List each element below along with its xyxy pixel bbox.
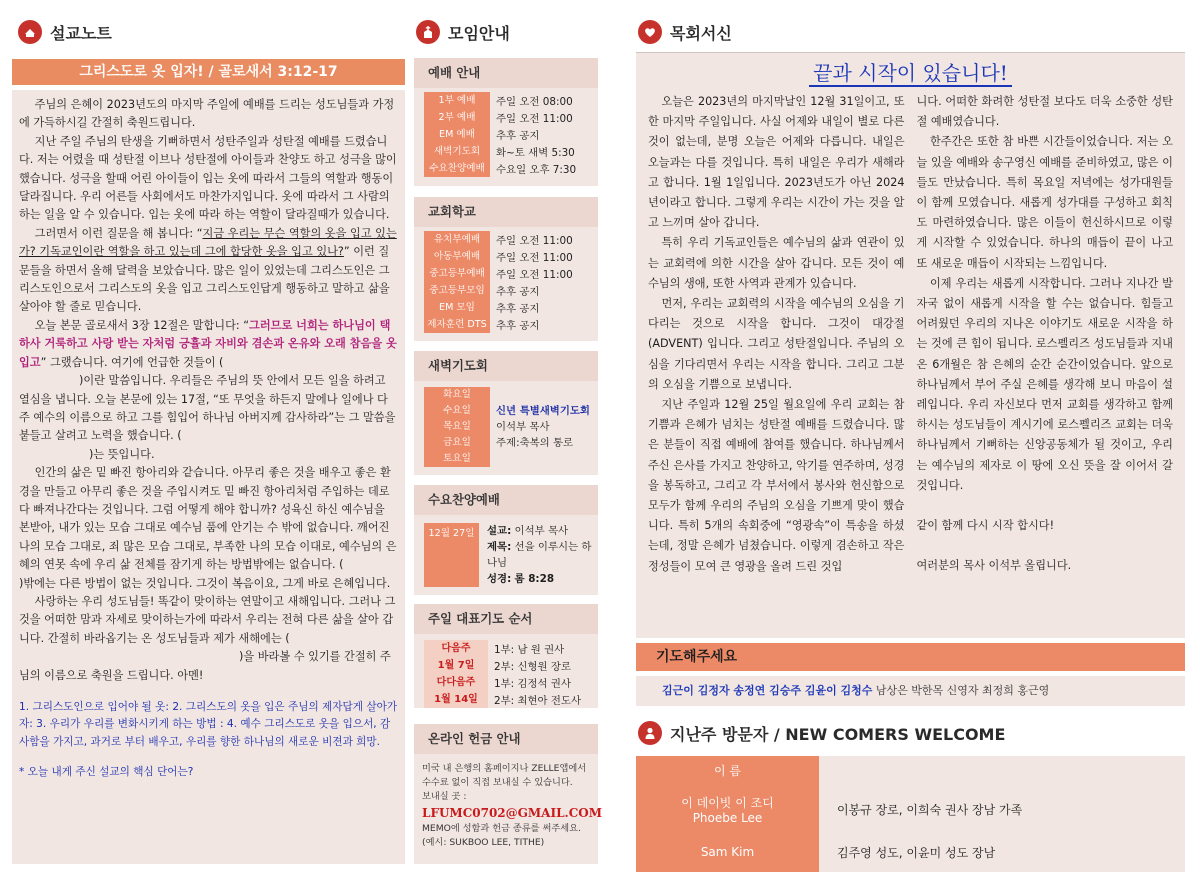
pastor-paragraph: 한주간은 또한 참 바쁜 시간들이었습니다. 저는 오늘 있을 예배와 송구영신 예배를 준비하였고, 많은 이들도 만났습니다. 특히 목요일 저녁에는 성가대원들이 함께 모였습니다. 새롭게 성가대를 구성하고 회칙도 마련하였습니다. 많은 이들이 헌신하시므로 이렇게 시작할 수 있었습니다. 하나의 매듭이 끝이 나고 또 새로운 매듭이 시작되는 느낌입니다. bbox=[916, 135, 1173, 270]
worship-schedule bbox=[414, 88, 598, 183]
worship-label: 수요찬양예배 bbox=[424, 160, 490, 177]
pastor-paragraph: 같이 함께 다시 시작 합시다! bbox=[916, 519, 1055, 533]
visitor-row bbox=[636, 786, 1185, 832]
sunday-prayer-row bbox=[424, 657, 594, 674]
school-schedule bbox=[414, 227, 598, 339]
worship-label: 2부 예배 bbox=[424, 109, 490, 126]
sermon-paragraph: 오늘 본문 골로새서 3장 12절은 말합니다: “그러므로 너희는 하나님이 택하사 거룩하고 사랑 받는 자처럼 긍휼과 자비와 겸손과 온유와 오래 참음을 옷 입고” 그랬습니다. 여기에 언급한 것들이 ( )이란 말씀입니다. 우리들은 주님의 뜻 안에서 모든 일을 하려고 열심을 냅니다. 오늘 본문에 있는 17절, “또 무엇을 하든지 말에나 일에나 다 주 예수의 이름으로 하고 그를 힘입어 하나님 아버지께 감사하라”는 그 말씀을 붙들고 살려고 노력을 했습니다. ( )는 뜻입니다. bbox=[19, 318, 397, 461]
school-time: 추후 공지 bbox=[496, 303, 540, 315]
visitor-name-korean: Sam Kim bbox=[700, 845, 755, 859]
pastor-section-header bbox=[638, 20, 732, 44]
wednesday-title: 수요찬양예배 bbox=[414, 485, 598, 515]
worship-row bbox=[424, 126, 594, 143]
pastor-paragraph: 여러분의 목사 이석부 올립니다. bbox=[916, 559, 1072, 573]
pastor-paragraph: 먼저, 우리는 교회력의 시작을 예수님의 오심을 기다리는 것으로 시작을 합니다. 그것이 대강절 (ADVENT) 입니다. 그리고 성탄절입니다. 주님의 오심을 기다리면서 우리는 시작을 합니다. 그리고 그분의 오심을 기쁨으로 보냅니다. bbox=[648, 297, 905, 391]
pastor-letter-column-left bbox=[648, 92, 905, 577]
sermon-panel bbox=[12, 90, 405, 864]
school-label: 중고등부모임 bbox=[424, 282, 490, 299]
school-row bbox=[424, 282, 594, 299]
online-offering-example: (예시: SUKBOO LEE, TITHE) bbox=[422, 837, 545, 848]
worship-label: EM 예배 bbox=[424, 126, 490, 143]
school-label: EM 모임 bbox=[424, 299, 490, 316]
sermon-section-title: 설교노트 bbox=[50, 23, 112, 43]
visitors-table bbox=[636, 756, 1185, 872]
school-row bbox=[424, 231, 594, 248]
pastor-letter-column-right bbox=[917, 92, 1174, 577]
school-row bbox=[424, 299, 594, 316]
sermon-title: 그리스도로 옷 입자! / 골로새서 3:12-17 bbox=[12, 59, 405, 85]
wednesday-date: 12월 27일 bbox=[424, 523, 479, 587]
school-row bbox=[424, 316, 594, 333]
dawn-leader: 이석부 목사 bbox=[496, 421, 550, 433]
wednesday-preacher: 이석부 목사 bbox=[514, 525, 569, 537]
school-label: 유치부예배 bbox=[424, 231, 490, 248]
online-offering-text: 미국 내 은행의 홈페이지나 ZELLE앱에서 수수료 없이 직접 보내실 수 있습니다. bbox=[422, 763, 587, 788]
online-offering-title: 온라인 헌금 안내 bbox=[414, 724, 598, 754]
sunday-prayer-person: 2부: 최현아 전도사 bbox=[494, 695, 581, 707]
sunday-prayer-row bbox=[424, 674, 594, 691]
sermon-paragraph: 주님의 은혜이 2023년도의 마지막 주일에 예배를 드리는 성도님들과 가정에 가득하시길 간절히 축원드립니다. bbox=[19, 98, 395, 130]
school-label: 중고등부예배 bbox=[424, 265, 490, 282]
pastor-paragraph: 이제 우리는 새롭게 시작합니다. 그러나 지나간 발자국 없이 새롭게 시작을 할 수는 없습니다. 힘들고 어려웠던 우리의 지나온 이야기도 새로운 시작을 하는 것에 큰 힘이 됩니다. 로스펠리즈 성도님들과 지내온 6개월은 참 은혜의 순간 순간이었습니다. 앞으로 하나님께서 부어 주실 은혜를 생각해 보니 마음이 설레입니다. 우리 자신보다 먼저 교회를 생각하고 함께 하시는 성도님들이 계시기에 로스펠리즈 교회는 더욱 하나님께서 기뻐하는 신앙공동체가 될 것이고, 우리는 예수님의 제자로 이 땅에 오신 뜻을 잘 이어서 갈 것입니다. bbox=[916, 276, 1173, 492]
sunday-prayer-title: 주일 대표기도 순서 bbox=[414, 604, 598, 634]
dawn-theme: 주제:축복의 통로 bbox=[496, 437, 574, 449]
pastor-paragraph: 특히 우리 기독교인들은 예수님의 삶과 연관이 있는 교회력에 의한 시간을 살아 갑니다. 모든 것이 예수님의 생애, 또한 사역과 관계가 있습니다. bbox=[648, 236, 905, 290]
worship-time: 화~토 새벽 5:30 bbox=[496, 147, 575, 159]
dawn-day: 목요일 bbox=[443, 421, 471, 432]
sunday-prayer-list bbox=[414, 634, 598, 714]
school-box bbox=[414, 197, 598, 341]
prayer-names-group-1: 김근이 김정자 송정연 김승주 김윤이 김청수 bbox=[662, 684, 873, 697]
dawn-prayer-title: 새벽기도회 bbox=[414, 351, 598, 381]
online-offering-box bbox=[414, 724, 603, 864]
dawn-event: 신년 특별새벽기도회 bbox=[496, 405, 590, 417]
person-icon bbox=[638, 721, 662, 745]
visitors-header-name: 이 름 bbox=[636, 756, 819, 786]
visitor-name-english: Phoebe Lee bbox=[692, 810, 763, 825]
worship-time: 주일 오전 11:00 bbox=[496, 113, 573, 125]
pastor-paragraph: 오늘은 2023년의 마지막날인 12월 31일이고, 또한 마지막 주일입니다. 사실 어제와 내일이 별로 다른 것이 없는데, 분명 오늘은 어제와 다릅니다. 내일은 오늘과는 다를 것입니다. 특히 내일은 우리가 새해라고 합니다. 1월 1일입니다. 2023년도가 아닌 2024년이라고 합니다. 그렇게 우리는 시간이 가는 것을 알고 느끼며 살아 갑니다. bbox=[648, 95, 905, 230]
sunday-prayer-date: 다다음주 bbox=[424, 674, 488, 691]
pastor-section-title: 목회서신 bbox=[670, 23, 732, 43]
school-time: 주일 오전 11:00 bbox=[496, 252, 573, 264]
dawn-day: 수요일 bbox=[443, 405, 471, 416]
visitor-row bbox=[636, 832, 1185, 872]
school-time: 추후 공지 bbox=[496, 286, 540, 298]
wednesday-worship-box: 수요찬양예배 12월 27일 설교: 이석부 목사 제목: 선을 이루시는 하나님 성경: 롬 8:28 bbox=[414, 485, 598, 595]
visitor-name bbox=[636, 832, 819, 872]
prayer-request-names bbox=[636, 676, 1185, 706]
gathering-section-header bbox=[416, 20, 510, 44]
online-offering-label: 보내실 곳 : bbox=[422, 791, 467, 802]
worship-label: 1부 예배 bbox=[424, 92, 490, 109]
school-label: 제자훈련 DTS bbox=[424, 316, 490, 333]
sermon-key-points: 1. 그리스도인으로 입어야 될 옷: 2. 그리스도의 옷을 입은 주님의 제자답게 살아가자: 3. 우리가 우리를 변화시키게 하는 방법 : 4. 예수 그리스도로 옷을 입으서, 감사함을 가지고, 과거로 부터 배우고, 우리를 향한 하나님의 새로운 비젼과 희망. bbox=[19, 701, 398, 748]
school-time: 추후 공지 bbox=[496, 320, 540, 332]
dawn-day: 금요일 bbox=[443, 437, 471, 448]
dawn-prayer-box bbox=[414, 351, 598, 475]
sunday-prayer-person: 1부: 남 원 권사 bbox=[494, 644, 565, 656]
sunday-prayer-date: 1월 14일 bbox=[424, 691, 488, 708]
prayer-request-title: 기도해주세요 bbox=[636, 643, 1185, 671]
pastor-letter-title: 끝과 시작이 있습니다! bbox=[636, 53, 1185, 86]
sunday-prayer-date: 1월 7일 bbox=[424, 657, 488, 674]
worship-row bbox=[424, 160, 594, 177]
worship-box bbox=[414, 58, 598, 186]
school-time: 주일 오전 11:00 bbox=[496, 269, 573, 281]
dawn-day: 토요일 bbox=[443, 453, 471, 464]
visitor-note: 이봉규 장로, 이희숙 권사 장남 가족 bbox=[819, 786, 1185, 832]
worship-label: 새벽기도회 bbox=[424, 143, 490, 160]
school-row bbox=[424, 248, 594, 265]
visitor-name bbox=[636, 786, 819, 832]
visitors-section-title: 지난주 방문자 / NEW COMERS WELCOME bbox=[670, 724, 1006, 744]
wednesday-topic: 선을 이루시는 하나님 bbox=[487, 541, 592, 569]
worship-title: 예배 안내 bbox=[414, 58, 598, 88]
dawn-days bbox=[424, 387, 490, 467]
sermon-paragraph: 지난 주일 주님의 탄생을 기뻐하면서 성탄주일과 성탄절 예배를 드렸습니다. 저는 어렸을 때 성탄절 이브나 성탄절에 아이들과 찬양도 하고 성극을 많이 했습니다. 성극을 할때 어린 아이들이 입는 옷에 따라서 그들의 역할과 행동이 달라집니다. 우리 어른들 사회에서도 마찬가지입니다. 옷에 따라서 그 사람의 하는 일을 알 수 있습니다. 입는 옷에 따라 하는 역할이 달라질때가 있습니다. bbox=[19, 134, 397, 222]
church-logo-icon bbox=[18, 20, 42, 44]
worship-row bbox=[424, 143, 594, 160]
gathering-section-title: 모임안내 bbox=[448, 23, 510, 43]
school-time: 주일 오전 11:00 bbox=[496, 235, 573, 247]
school-label: 아동부예배 bbox=[424, 248, 490, 265]
sermon-paragraph: 사랑하는 우리 성도님들! 똑같이 맞이하는 연말이고 새해입니다. 그러나 그것을 어떠한 맘과 자세로 맞이하는가에 따라서 우리는 전혀 다른 삶을 살아 갑니다. 간절히 바라옵기는 온 성도님들과 제가 새해에는 ()을 바라볼 수 있기를 간절히 주님의 이름으로 축원을 드립니다. 아멘! bbox=[19, 594, 396, 682]
visitor-name-korean: 이 데이빗 이 조디 bbox=[681, 795, 774, 810]
online-offering-memo: MEMO에 성함과 헌금 종류를 써주세요. bbox=[422, 823, 581, 834]
sunday-prayer-date: 다음주 bbox=[424, 640, 488, 657]
sermon-paragraph: 그러면서 이런 질문을 해 봅니다: “지금 우리는 무슨 역할의 옷을 입고 있는가? 기독교인이란 역할을 하고 있는데 그에 합당한 옷을 입고 있나?” 이런 질문들을 하면서 올해 달력을 보았습니다. 많은 일이 있었는데 그리스도인은 그리스도인으로서 그리스도의 옷을 입고 그리스도인답게 행동하고 말하고 삶을 살아야 할 줄로 믿습니다. bbox=[19, 226, 397, 314]
sunday-prayer-person: 2부: 신형원 장로 bbox=[494, 661, 571, 673]
worship-time: 추후 공지 bbox=[496, 130, 540, 142]
sunday-prayer-row bbox=[424, 691, 594, 708]
sermon-section-header bbox=[18, 20, 112, 44]
church-building-icon bbox=[416, 20, 440, 44]
pastor-paragraph: 니다. 어떠한 화려한 성탄절 보다도 더욱 소중한 성탄절 예배였습니다. bbox=[916, 95, 1173, 129]
school-row bbox=[424, 265, 594, 282]
dawn-day: 화요일 bbox=[443, 389, 471, 400]
worship-row bbox=[424, 109, 594, 126]
pastor-letter bbox=[636, 52, 1185, 638]
pastor-paragraph: 지난 주일과 12월 25일 월요일에 우리 교회는 참 기쁨과 은혜가 넘치는 성탄절 예배를 드렸습니다. 많은 분들이 직접 예배에 참여를 했습니다. 하나님께서 주신 은사를 가지고 찬양하고, 악기를 연주하며, 성경을 봉독하고, 그리고 각 부서에서 봉사와 헌신함으로 모두가 함께 우리의 주님의 오심을 기쁘게 맞이 했습니다. 특히 5개의 속회중에 “영광속”이 특송을 하셨는데, 정말 은혜가 넘쳤습니다. 이렇게 겸손하고 작은 정성들이 모여 큰 영광을 올려 드린 것입 bbox=[648, 398, 905, 573]
online-offering-email[interactable]: LFUMC0702@GMAIL.COM bbox=[422, 806, 603, 820]
worship-time: 주일 오전 08:00 bbox=[496, 96, 573, 108]
wednesday-scripture: 롬 8:28 bbox=[514, 573, 555, 585]
worship-row bbox=[424, 92, 594, 109]
sermon-paragraph: 인간의 삶은 밑 빠진 항아리와 같습니다. 아무리 좋은 것을 배우고 좋은 환경을 만들고 아무리 좋은 것을 주입시켜도 밑 빠진 항아리처럼 주입하는 데로 다 빠져나간다는 것입니다. 그럼 어떻게 해야 합니까? 성육신 하신 예수님을 본받아, 내가 있는 모습 그대로 예수님 품에 안기는 수 밖에 없습니다. 깨어진 나의 모습 그대로, 죄 많은 모습 그대로, 부족한 나의 모습 이대로, 예수님의 은혜의 연못 속에 우리 삶 전체를 잠기게 하는 방법밖에는 없습니다. ( )밖에는 다른 방법이 없는 것입니다. 그것이 복음이요, 그게 바로 은혜입니다. bbox=[19, 466, 397, 590]
sunday-prayer-box bbox=[414, 604, 598, 708]
school-title: 교회학교 bbox=[414, 197, 598, 227]
visitors-header-row bbox=[636, 756, 1185, 786]
visitors-section-header bbox=[638, 721, 1005, 745]
sunday-prayer-row bbox=[424, 640, 594, 657]
visitor-note: 김주영 성도, 이윤미 성도 장남 bbox=[819, 832, 1185, 872]
sermon-question: * 오늘 내게 주신 설교의 핵심 단어는? bbox=[19, 766, 194, 779]
sunday-prayer-person: 1부: 김정석 권사 bbox=[494, 678, 571, 690]
heart-icon bbox=[638, 20, 662, 44]
prayer-names-group-2: 남상은 박한목 신영자 최정희 홍근영 bbox=[875, 684, 1050, 697]
worship-time: 수요일 오후 7:30 bbox=[496, 164, 577, 176]
